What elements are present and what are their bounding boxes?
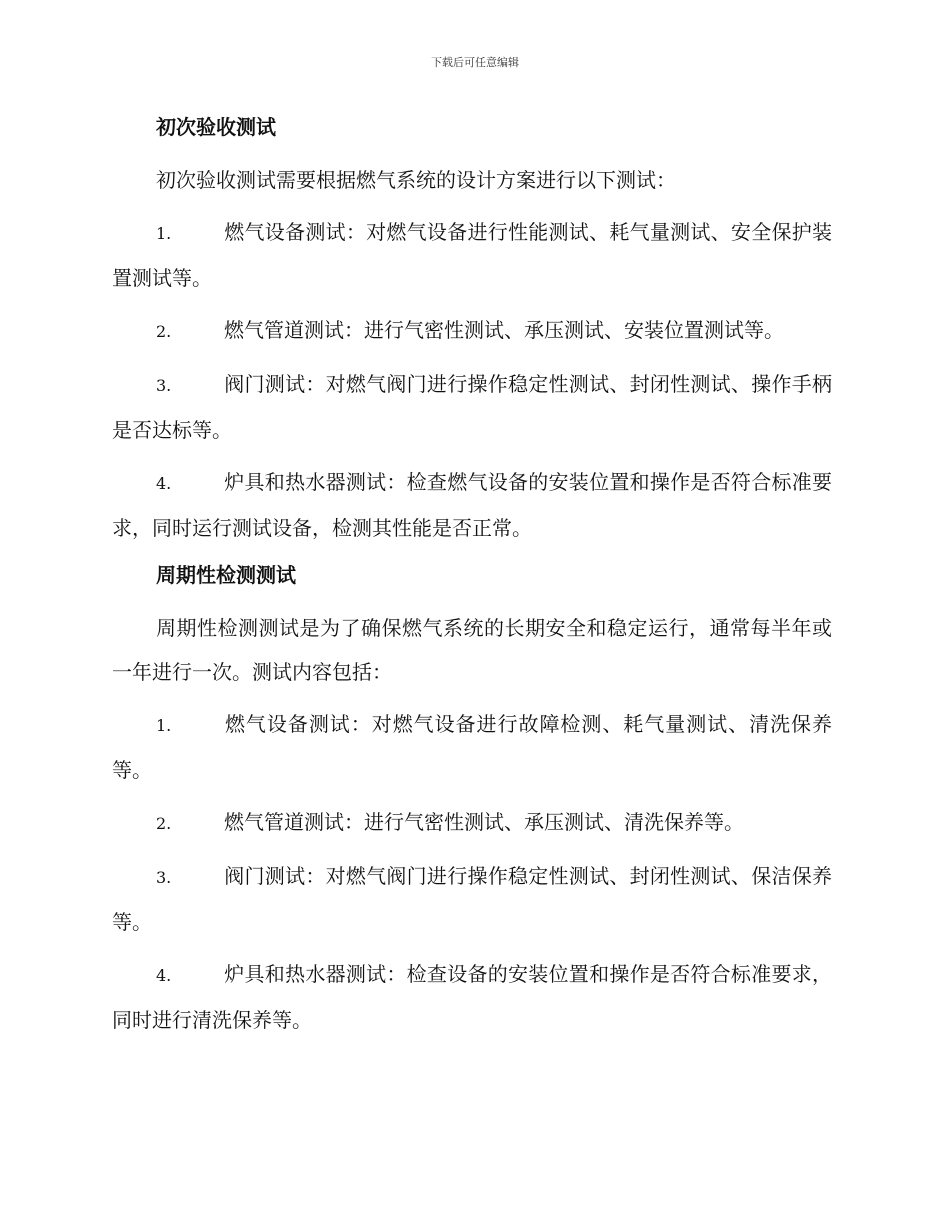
list-item-text: 阀门测试：对燃气阀门进行操作稳定性测试、封闭性测试、保洁保养等。 <box>112 864 832 934</box>
document-body <box>112 110 832 1050</box>
list-item <box>112 854 832 944</box>
list-item-text: 燃气管道测试：进行气密性测试、承压测试、安装位置测试等。 <box>224 318 784 342</box>
list-item-number: 4. <box>156 474 172 493</box>
list-item <box>112 210 832 300</box>
list-item-text: 燃气设备测试：对燃气设备进行故障检测、耗气量测试、清洗保养等。 <box>112 712 832 782</box>
list-item-text: 燃气管道测试：进行气密性测试、承压测试、清洗保养等。 <box>224 810 744 834</box>
list-item-number: 2. <box>156 814 172 833</box>
list-item-number: 2. <box>156 322 172 341</box>
list-item-number: 3. <box>156 376 172 395</box>
list-item <box>112 362 832 452</box>
list-item <box>112 460 832 550</box>
section-intro: 周期性检测测试是为了确保燃气系统的长期安全和稳定运行，通常每半年或一年进行一次。测试内容包括： <box>112 616 832 684</box>
section-heading: 初次验收测试 <box>156 115 276 139</box>
list-item <box>112 308 832 354</box>
list-item-text: 燃气设备测试：对燃气设备进行性能测试、耗气量测试、安全保护装置测试等。 <box>112 220 832 290</box>
section-periodic-inspection <box>112 558 832 1042</box>
list-item-number: 4. <box>156 966 172 985</box>
section-initial-acceptance <box>112 110 832 550</box>
list-item <box>112 702 832 792</box>
list-item <box>112 952 832 1042</box>
list-item-number: 1. <box>156 716 172 735</box>
list-item-text: 阀门测试：对燃气阀门进行操作稳定性测试、封闭性测试、操作手柄是否达标等。 <box>112 372 832 442</box>
section-intro: 初次验收测试需要根据燃气系统的设计方案进行以下测试： <box>156 168 676 192</box>
list-item-number: 3. <box>156 868 172 887</box>
list-item-number: 1. <box>156 224 172 243</box>
section-heading: 周期性检测测试 <box>156 563 296 587</box>
list-item <box>112 800 832 846</box>
list-item-text: 炉具和热水器测试：检查设备的安装位置和操作是否符合标准要求，同时进行清洗保养等。 <box>112 962 832 1032</box>
header-note: 下载后可任意编辑 <box>431 56 519 69</box>
list-item-text: 炉具和热水器测试：检查燃气设备的安装位置和操作是否符合标准要求，同时运行测试设备，检测其性能是否正常。 <box>112 470 832 540</box>
